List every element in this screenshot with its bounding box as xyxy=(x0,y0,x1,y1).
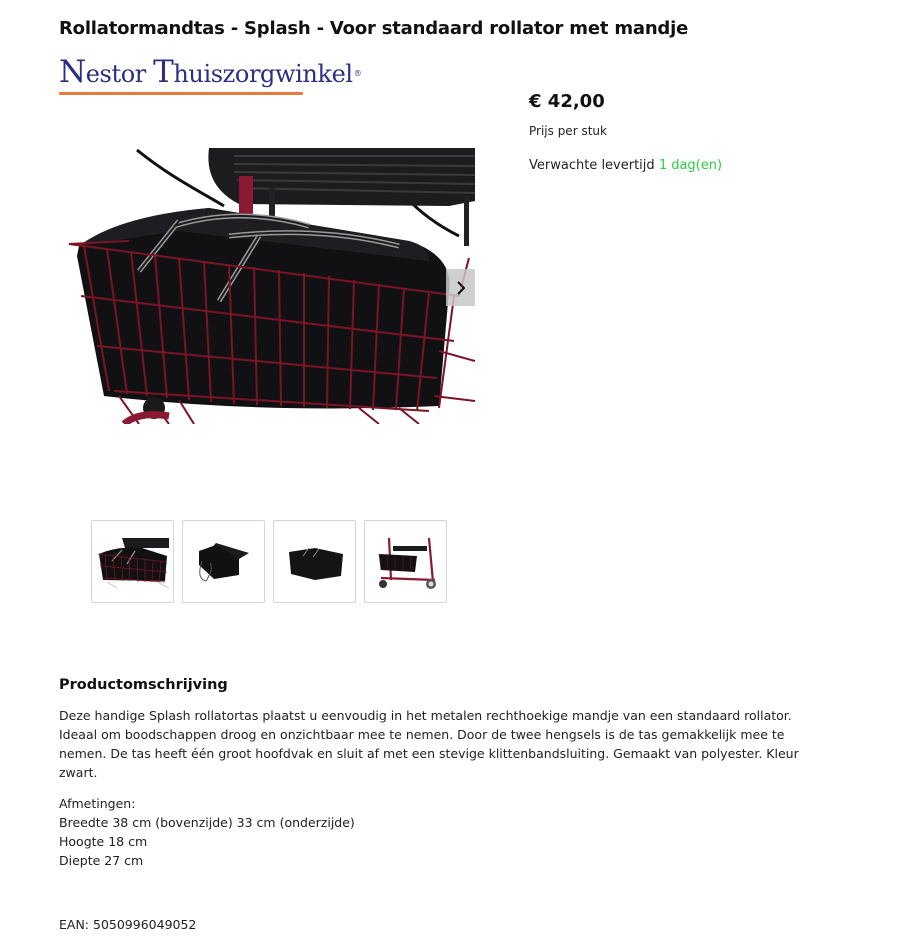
logo-word-2: huiszorgwinkel xyxy=(173,60,353,88)
thumbnail-image-bag-in-basket xyxy=(97,536,169,588)
delivery-value: 1 dag(en) xyxy=(658,158,723,173)
description-heading: Productomschrijving xyxy=(59,677,228,693)
ean-code xyxy=(59,917,196,932)
thumbnail-image-closed-bag xyxy=(285,542,345,582)
price-unit: Prijs per stuk xyxy=(529,124,607,138)
product-price: € 42,00 xyxy=(529,91,605,112)
dimension-width: Breedte 38 cm (bovenzijde) 33 cm (onderzijde) xyxy=(59,815,355,830)
gallery-next-button[interactable] xyxy=(446,269,475,306)
thumbnail-1[interactable] xyxy=(91,520,174,603)
thumbnail-2[interactable] xyxy=(182,520,265,603)
thumbnail-4[interactable] xyxy=(364,520,447,603)
thumbnail-3[interactable] xyxy=(273,520,356,603)
price-panel xyxy=(529,90,829,173)
logo-initial-n: N xyxy=(59,54,86,90)
dimension-height: Hoogte 18 cm xyxy=(59,834,148,849)
main-product-image[interactable] xyxy=(59,146,475,424)
dimensions-block xyxy=(59,794,829,870)
brand-logo-text xyxy=(59,54,362,90)
ean-value: 5050996049052 xyxy=(93,917,197,932)
thumbnail-image-open-bag xyxy=(194,539,254,585)
logo-initial-t: T xyxy=(153,54,174,90)
ean-label: EAN: xyxy=(59,917,90,932)
dimension-depth: Diepte 27 cm xyxy=(59,853,144,868)
thumbnail-strip xyxy=(91,520,447,603)
logo-word-1: estor xyxy=(85,60,146,88)
logo-underline xyxy=(59,92,303,95)
chevron-right-icon xyxy=(456,281,466,295)
delivery-time xyxy=(529,158,829,173)
product-photo-bag-in-basket xyxy=(59,146,475,424)
registered-mark: ® xyxy=(353,69,362,78)
delivery-label: Verwachte levertijd xyxy=(529,158,655,173)
description-text: Deze handige Splash rollatortas plaatst u eenvoudig in het metalen rechthoekige mandje van een standaard rollator. Ideaal om boodschappen droog en onzichtbaar mee te nemen. Door de twee hengsels is de tas gemakkelijk mee te nemen. De tas heeft één groot hoofdvak en sluit af met een stevige klittenbandsluiting. Gemaakt van polyester. Kleur zwart. xyxy=(59,708,799,780)
product-title: Rollatormandtas - Splash - Voor standaard rollator met mandje xyxy=(59,18,689,39)
brand-logo[interactable] xyxy=(59,54,362,97)
product-description xyxy=(59,677,829,870)
dimensions-label: Afmetingen: xyxy=(59,796,136,811)
thumbnail-image-bag-on-rollator xyxy=(373,532,439,592)
